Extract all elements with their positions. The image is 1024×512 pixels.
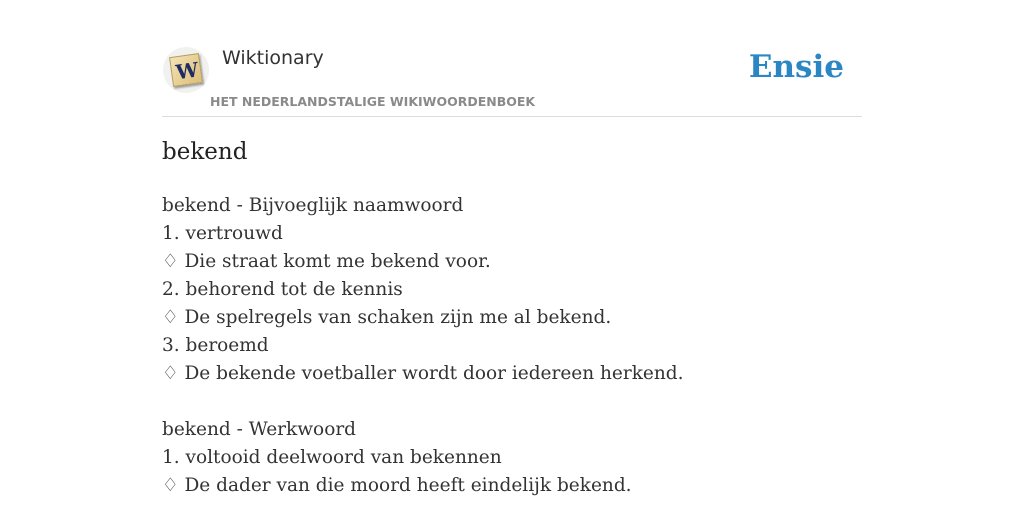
section-heading: bekend - Werkwoord xyxy=(162,419,357,440)
site-tagline: HET NEDERLANDSTALIGE WIKIWOORDENBOEK xyxy=(210,94,536,109)
section-spacer xyxy=(162,388,882,416)
section-adjective xyxy=(162,192,882,388)
entry-content xyxy=(162,192,882,500)
logo-letter: W xyxy=(174,57,200,85)
example-line: ♢ De dader van die moord heeft eindelijk bekend. xyxy=(162,475,632,496)
definition-line: 3. beroemd xyxy=(162,335,269,356)
site-header xyxy=(162,40,862,117)
example-line: ♢ De bekende voetballer wordt door iedereen herkend. xyxy=(162,363,684,384)
definition-line: 1. vertrouwd xyxy=(162,223,283,244)
wiktionary-logo-icon[interactable] xyxy=(163,47,209,93)
section-verb xyxy=(162,416,882,500)
definition-line: 1. voltooid deelwoord van bekennen xyxy=(162,447,502,468)
site-name[interactable]: Wiktionary xyxy=(222,47,324,69)
section-heading: bekend - Bijvoeglijk naamwoord xyxy=(162,195,464,216)
example-line: ♢ De spelregels van schaken zijn me al bekend. xyxy=(162,307,612,328)
logo-tile xyxy=(169,53,203,87)
page-title: bekend xyxy=(162,139,248,165)
ensie-brand-link[interactable]: Ensie xyxy=(748,49,844,85)
definition-line: 2. behorend tot de kennis xyxy=(162,279,403,300)
example-line: ♢ Die straat komt me bekend voor. xyxy=(162,251,491,272)
